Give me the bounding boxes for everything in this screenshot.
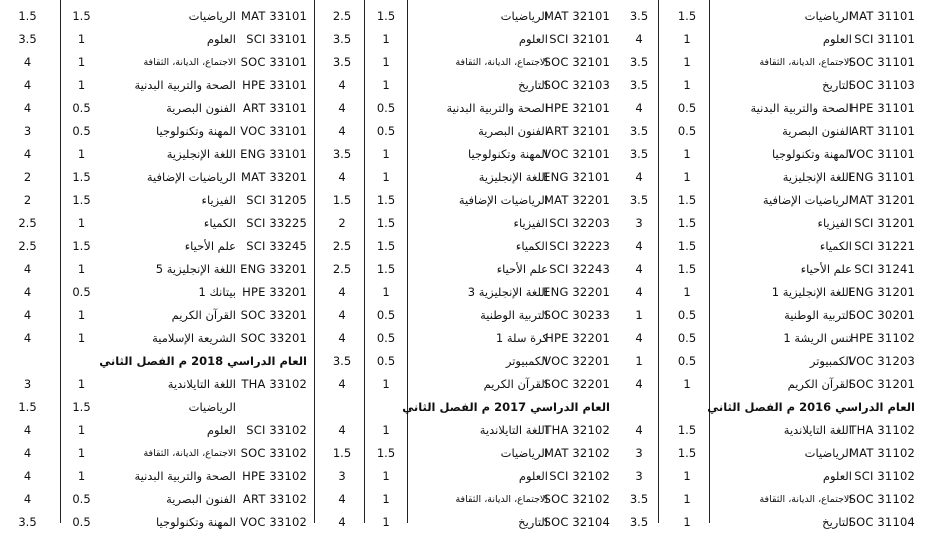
course-grade: 4 <box>23 308 32 322</box>
course-credit: 1 <box>77 331 86 345</box>
course-code: ART 32101 <box>545 124 610 138</box>
course-credit: 1.5 <box>376 446 396 460</box>
course-name: اللغة الإنجليزية <box>166 147 236 161</box>
course-code: SCI 33245 <box>246 239 307 253</box>
course-code: SCI 32101 <box>549 32 610 46</box>
course-code: VOC 32201 <box>543 354 610 368</box>
course-credit: 1.5 <box>376 216 396 230</box>
course-credit: 1 <box>382 423 390 437</box>
course-grade: 2.5 <box>332 9 352 23</box>
course-grade: 4 <box>338 78 346 92</box>
course-name: الفنون البصرية <box>166 101 236 115</box>
course-code: MAT 33101 <box>241 9 307 23</box>
course-credit: 0.5 <box>376 354 396 368</box>
course-name: الاجتماع، الديانة، الثقافة <box>143 448 236 459</box>
course-code: HPE 31101 <box>850 101 915 115</box>
course-credit: 1.5 <box>677 193 697 207</box>
course-row <box>0 373 930 396</box>
course-grade: 4 <box>338 423 346 437</box>
course-code: SOC 33101 <box>240 55 307 69</box>
course-name: اللغة الإنجليزية 3 <box>467 285 548 299</box>
course-code: MAT 32102 <box>544 446 610 460</box>
course-grade: 4 <box>635 377 643 391</box>
course-row <box>0 396 930 419</box>
course-grade: 4 <box>23 78 32 92</box>
course-credit: 1.5 <box>72 400 91 414</box>
course-name: الفيزياء <box>201 193 236 207</box>
course-name: الصحة والتربية البدنية <box>750 101 852 115</box>
course-code: SCI 33225 <box>246 216 307 230</box>
course-code: SCI 31221 <box>854 239 915 253</box>
course-grade: 4 <box>23 469 32 483</box>
course-name: الفيزياء <box>817 216 852 230</box>
course-name: اللغة التايلاندية <box>783 423 852 437</box>
course-code: SCI 31101 <box>854 32 915 46</box>
course-code: SOC 31103 <box>848 78 915 92</box>
course-credit: 1 <box>382 78 390 92</box>
course-name: الفنون البصرية <box>782 124 852 138</box>
course-row <box>0 327 930 350</box>
course-code: MAT 31102 <box>849 446 915 460</box>
semester-header-row <box>0 350 930 373</box>
course-code: ENG 32101 <box>543 170 610 184</box>
course-grade: 2.5 <box>332 239 352 253</box>
course-grade: 1 <box>635 354 643 368</box>
course-code: VOC 31101 <box>848 147 915 161</box>
course-name: الاجتماع، الديانة، الثقافة <box>143 57 236 68</box>
course-name: الفيزياء <box>513 216 548 230</box>
course-grade: 3 <box>635 469 643 483</box>
course-code: SCI 32203 <box>549 216 610 230</box>
course-name: الصحة والتربية البدنية <box>446 101 548 115</box>
course-name: الصحة والتربية البدنية <box>134 469 236 483</box>
course-grade: 3.5 <box>629 492 649 506</box>
course-credit: 1.5 <box>677 423 697 437</box>
course-credit: 1.5 <box>72 9 91 23</box>
course-row <box>0 28 930 51</box>
course-grade: 3.5 <box>629 78 649 92</box>
course-grade: 4 <box>338 285 346 299</box>
course-name: اللغة الإنجليزية <box>782 170 852 184</box>
course-grade: 3.5 <box>332 147 352 161</box>
course-name: الفنون البصرية <box>478 124 548 138</box>
course-grade: 4 <box>23 55 32 69</box>
course-grade: 1 <box>635 308 643 322</box>
course-name: الفنون البصرية <box>166 492 236 506</box>
course-credit: 0.5 <box>376 331 396 345</box>
course-grade: 4 <box>23 262 32 276</box>
course-grade: 4 <box>338 308 346 322</box>
course-credit: 1.5 <box>72 170 91 184</box>
course-credit: 0.5 <box>677 308 697 322</box>
course-name: اللغة التايلاندية <box>167 377 236 391</box>
course-credit: 1 <box>683 55 691 69</box>
course-name: الاجتماع، الديانة، الثقافة <box>455 494 548 505</box>
course-code: HPE 32101 <box>545 101 610 115</box>
course-grade: 3.5 <box>332 32 352 46</box>
course-name: الاجتماع، الديانة، الثقافة <box>759 494 852 505</box>
course-credit: 1 <box>382 377 390 391</box>
course-code: SCI 33102 <box>246 423 307 437</box>
course-grade: 3.5 <box>629 55 649 69</box>
course-name: القرآن الكريم <box>171 308 236 322</box>
course-credit: 1 <box>683 469 691 483</box>
course-name: كرة سلة 1 <box>495 331 548 345</box>
course-code: SOC 33201 <box>240 308 307 322</box>
course-code: VOC 32101 <box>543 147 610 161</box>
course-code: SOC 32101 <box>543 55 610 69</box>
course-credit: 1 <box>382 469 390 483</box>
course-grade: 2.5 <box>18 216 37 230</box>
course-code: HPE 32201 <box>545 331 610 345</box>
semester-header: العام الدراسي 2018 م الفصل الثاني <box>99 354 307 368</box>
course-credit: 1 <box>77 55 86 69</box>
course-name: الرياضيات <box>804 9 852 23</box>
course-grade: 3 <box>23 124 32 138</box>
course-code: THA 32102 <box>544 423 610 437</box>
course-code: ENG 32201 <box>543 285 610 299</box>
course-name: التربية الوطنية <box>480 308 548 322</box>
course-code: SCI 31201 <box>854 216 915 230</box>
course-row <box>0 258 930 281</box>
course-name: التاريخ <box>822 515 852 529</box>
course-credit: 1 <box>77 78 86 92</box>
course-grade: 2.5 <box>332 262 352 276</box>
course-grade: 3.5 <box>18 515 37 529</box>
course-credit: 1 <box>683 285 691 299</box>
course-row <box>0 212 930 235</box>
course-row <box>0 143 930 166</box>
course-code: MAT 33201 <box>241 170 307 184</box>
course-credit: 0.5 <box>72 101 91 115</box>
course-row <box>0 51 930 74</box>
course-code: SOC 31104 <box>848 515 915 529</box>
course-code: SOC 32104 <box>543 515 610 529</box>
course-name: العلوم <box>822 469 852 483</box>
course-code: MAT 32201 <box>544 193 610 207</box>
course-credit: 1 <box>382 285 390 299</box>
course-code: MAT 31201 <box>849 193 915 207</box>
course-name: الرياضيات <box>500 446 548 460</box>
course-name: الاجتماع، الديانة، الثقافة <box>455 57 548 68</box>
course-name: الكمبيوتر <box>809 354 852 368</box>
course-code: THA 31102 <box>849 423 915 437</box>
course-name: الصحة والتربية البدنية <box>134 78 236 92</box>
course-grade: 3.5 <box>629 515 649 529</box>
course-grade: 2 <box>23 193 32 207</box>
course-code: ENG 31201 <box>848 285 915 299</box>
course-code: HPE 33101 <box>242 78 307 92</box>
course-credit: 1 <box>77 423 86 437</box>
course-credit: 1.5 <box>376 9 396 23</box>
course-grade: 3.5 <box>629 193 649 207</box>
course-code: SOC 33201 <box>240 331 307 345</box>
course-name: الاجتماع، الديانة، الثقافة <box>759 57 852 68</box>
course-credit: 0.5 <box>72 124 91 138</box>
course-grade: 4 <box>338 170 346 184</box>
course-code: VOC 33102 <box>240 515 307 529</box>
course-row <box>0 120 930 143</box>
course-name: علم الأحياء <box>800 262 852 276</box>
course-grade: 1.5 <box>18 9 37 23</box>
course-credit: 0.5 <box>376 308 396 322</box>
course-name: القرآن الكريم <box>787 377 852 391</box>
course-name: الكمياء <box>203 216 236 230</box>
course-code: SCI 31241 <box>854 262 915 276</box>
course-grade: 2.5 <box>18 239 37 253</box>
course-code: SOC 33102 <box>240 446 307 460</box>
course-name: المهنة وتكنولوجيا <box>468 147 548 161</box>
course-name: المهنة وتكنولوجيا <box>156 124 236 138</box>
course-grade: 4 <box>635 331 643 345</box>
course-name: الرياضيات <box>188 9 236 23</box>
course-name: العلوم <box>822 32 852 46</box>
course-code <box>238 396 307 419</box>
course-name: الرياضيات <box>804 446 852 460</box>
course-credit: 1 <box>683 32 691 46</box>
course-name: المهنة وتكنولوجيا <box>772 147 852 161</box>
course-code: SOC 32102 <box>543 492 610 506</box>
course-grade: 1.5 <box>332 446 352 460</box>
course-grade: 4 <box>23 492 32 506</box>
course-credit: 1 <box>382 55 390 69</box>
course-row <box>0 189 930 212</box>
course-grade: 3.5 <box>332 354 352 368</box>
course-code: SOC 30201 <box>848 308 915 322</box>
course-name: بيتانك 1 <box>198 285 236 299</box>
course-grade: 4 <box>635 101 643 115</box>
course-code: ENG 33201 <box>240 262 307 276</box>
course-name: الرياضيات الإضافية <box>762 193 852 207</box>
course-grade: 4 <box>338 331 346 345</box>
course-name: الرياضيات <box>500 9 548 23</box>
course-name: الرياضيات الإضافية <box>146 170 236 184</box>
course-name: العلوم <box>518 32 548 46</box>
course-grade: 4 <box>338 492 346 506</box>
course-grade: 4 <box>635 170 643 184</box>
course-credit: 1 <box>683 147 691 161</box>
course-row <box>0 97 930 120</box>
course-row <box>0 465 930 488</box>
course-name: التاريخ <box>822 78 852 92</box>
course-grade: 4 <box>338 377 346 391</box>
course-code: THA 33102 <box>241 377 307 391</box>
course-credit: 1.5 <box>72 193 91 207</box>
course-row <box>0 419 930 442</box>
course-credit: 1 <box>683 377 691 391</box>
course-credit: 1 <box>77 469 86 483</box>
course-code: SOC 31101 <box>848 55 915 69</box>
course-credit: 1 <box>683 492 691 506</box>
course-grade: 3 <box>635 216 643 230</box>
course-grade: 2 <box>338 216 346 230</box>
course-credit: 0.5 <box>677 124 697 138</box>
course-row <box>0 74 930 97</box>
course-name: المهنة وتكنولوجيا <box>156 515 236 529</box>
course-name: اللغة الإنجليزية <box>478 170 548 184</box>
course-name: الكمبيوتر <box>505 354 548 368</box>
course-name: علم الأحياء <box>496 262 548 276</box>
course-row <box>0 488 930 511</box>
course-credit: 1 <box>382 170 390 184</box>
course-code: SCI 31102 <box>854 469 915 483</box>
course-code: SCI 33101 <box>246 32 307 46</box>
course-grade: 4 <box>635 423 643 437</box>
course-credit: 0.5 <box>72 285 91 299</box>
course-credit: 1 <box>683 170 691 184</box>
course-code: ART 33102 <box>242 492 307 506</box>
course-credit: 1.5 <box>677 239 697 253</box>
course-code: MAT 31101 <box>849 9 915 23</box>
course-code: HPE 33201 <box>242 285 307 299</box>
course-code: SOC 32201 <box>543 377 610 391</box>
course-grade: 4 <box>23 147 32 161</box>
course-code: ENG 31101 <box>848 170 915 184</box>
course-credit: 1 <box>683 515 691 529</box>
course-name: العلوم <box>206 32 236 46</box>
course-name: العلوم <box>206 423 236 437</box>
course-name: تنس الريشة 1 <box>783 331 852 345</box>
course-grade: 3 <box>635 446 643 460</box>
course-row <box>0 235 930 258</box>
course-grade: 4 <box>635 285 643 299</box>
course-credit: 1 <box>683 78 691 92</box>
course-credit: 1.5 <box>376 193 396 207</box>
course-grade: 4 <box>635 32 643 46</box>
course-grade: 4 <box>23 101 32 115</box>
course-grade: 4 <box>23 423 32 437</box>
course-credit: 1 <box>382 492 390 506</box>
course-code: MAT 32101 <box>544 9 610 23</box>
course-code: SOC 30233 <box>543 308 610 322</box>
course-grade: 4 <box>338 101 346 115</box>
course-name: اللغة التايلاندية <box>479 423 548 437</box>
course-row <box>0 442 930 465</box>
course-credit: 1.5 <box>677 216 697 230</box>
course-code: SOC 32103 <box>543 78 610 92</box>
course-name: الرياضيات الإضافية <box>458 193 548 207</box>
course-name: التاريخ <box>518 78 548 92</box>
course-name: الرياضيات <box>188 400 236 414</box>
course-credit: 1.5 <box>376 239 396 253</box>
course-grade: 3.5 <box>629 9 649 23</box>
course-name: التربية الوطنية <box>784 308 852 322</box>
course-grade: 3 <box>338 469 346 483</box>
course-grade: 2 <box>23 170 32 184</box>
course-name: التاريخ <box>518 515 548 529</box>
course-credit: 1.5 <box>376 262 396 276</box>
course-credit: 0.5 <box>72 515 91 529</box>
course-credit: 1 <box>77 32 86 46</box>
course-name: العلوم <box>518 469 548 483</box>
course-code: ENG 33101 <box>240 147 307 161</box>
course-name: القرآن الكريم <box>483 377 548 391</box>
course-code: HPE 33102 <box>242 469 307 483</box>
course-name: اللغة الإنجليزية 5 <box>155 262 236 276</box>
course-code: VOC 33101 <box>240 124 307 138</box>
course-grade: 3 <box>23 377 32 391</box>
course-code: SOC 31102 <box>848 492 915 506</box>
course-credit: 1 <box>77 262 86 276</box>
course-credit: 0.5 <box>376 101 396 115</box>
course-grade: 4 <box>635 239 643 253</box>
course-code: SOC 31201 <box>848 377 915 391</box>
course-grade: 4 <box>23 446 32 460</box>
course-credit: 1.5 <box>677 9 697 23</box>
course-grade: 3.5 <box>629 147 649 161</box>
course-credit: 0.5 <box>677 354 697 368</box>
course-credit: 1.5 <box>677 446 697 460</box>
course-credit: 1.5 <box>72 239 91 253</box>
course-grade: 4 <box>23 285 32 299</box>
course-code: SCI 32223 <box>549 239 610 253</box>
course-name: الكمياء <box>819 239 852 253</box>
course-credit: 1 <box>77 377 86 391</box>
course-grade: 4 <box>23 331 32 345</box>
course-credit: 1 <box>77 446 86 460</box>
course-code: ART 31101 <box>850 124 915 138</box>
course-name: علم الأحياء <box>184 239 236 253</box>
course-credit: 1 <box>382 32 390 46</box>
course-credit: 1.5 <box>677 262 697 276</box>
course-credit: 1 <box>382 147 390 161</box>
course-code: VOC 31203 <box>848 354 915 368</box>
course-row <box>0 304 930 327</box>
course-code: ART 33101 <box>242 101 307 115</box>
course-name: الشريعة الإسلامية <box>152 331 236 345</box>
course-grade: 1.5 <box>332 193 352 207</box>
course-grade: 3.5 <box>332 55 352 69</box>
course-credit: 0.5 <box>72 492 91 506</box>
course-credit: 0.5 <box>677 331 697 345</box>
course-credit: 1 <box>77 147 86 161</box>
course-grade: 3.5 <box>18 32 37 46</box>
course-row <box>0 281 930 304</box>
course-code: SCI 32243 <box>549 262 610 276</box>
semester-header: العام الدراسي 2017 م الفصل الثاني <box>402 400 610 414</box>
course-grade: 1.5 <box>18 400 37 414</box>
course-code: SCI 32102 <box>549 469 610 483</box>
course-row <box>0 5 930 28</box>
course-credit: 1 <box>77 308 86 322</box>
course-credit: 1 <box>77 216 86 230</box>
course-grade: 4 <box>338 515 346 529</box>
course-name: اللغة الإنجليزية 1 <box>771 285 852 299</box>
course-code: HPE 31102 <box>850 331 915 345</box>
course-credit: 1 <box>382 515 390 529</box>
course-grade: 3.5 <box>629 124 649 138</box>
course-row <box>0 166 930 189</box>
course-code: SCI 31205 <box>246 193 307 207</box>
course-grade: 4 <box>338 124 346 138</box>
course-credit: 0.5 <box>376 124 396 138</box>
semester-header: العام الدراسي 2016 م الفصل الثاني <box>707 400 915 414</box>
course-credit: 0.5 <box>677 101 697 115</box>
course-name: الكمياء <box>515 239 548 253</box>
course-grade: 4 <box>635 262 643 276</box>
